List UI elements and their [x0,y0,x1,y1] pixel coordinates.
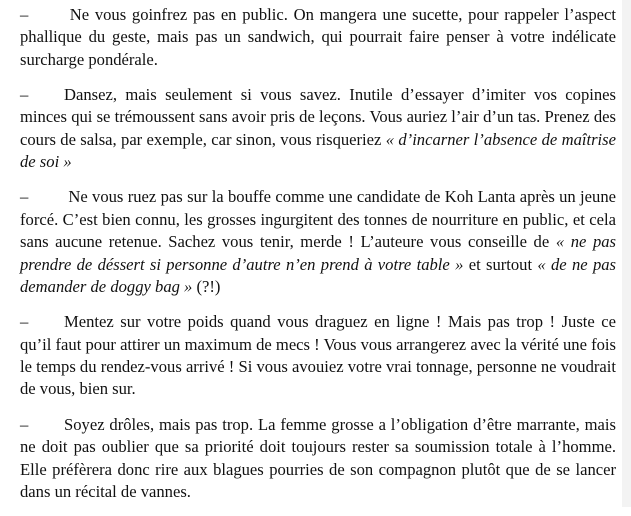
paragraph-bouffe [20,186,616,298]
document-page [20,4,616,516]
paragraph-text: et surtout [463,254,538,274]
paragraph-text: Dansez, mais seulement si vous savez. Inutile d’essayer d’imiter vos copines minces qui se trémoussent sans avoir pris de leçons. Vous auriez l’air d’un tas. Prenez des cours de salsa, par exemple, car sinon, vous risqueriez [20,85,616,149]
quote-text: « d’incarner l’absence de maîtrise de soi » [20,129,616,172]
paragraph-text: Ne vous ruez pas sur la bouffe comme une candidate de Koh Lanta après un jeune forcé. C’est bien connu, les grosses ingurgitent des tonnes de nourriture en public, et cela sans aucune retenue. Sachez vous tenir, merde ! L’auteure vous conseille de [20,187,616,252]
paragraph-text: Mentez sur votre poids quand vous draguez en ligne ! Mais pas trop ! Juste ce qu’il faut pour attirer un maximum de mecs ! Vous vous arrangerez avec la vérité une fois le temps du rendez-vous arrivé ! Si vous avouiez votre vrai tonnage, personne ne voudrait de vous, bien sur. [20,312,616,399]
paragraph-mentez [20,311,616,401]
list-dash: – [20,414,29,434]
paragraph-text: Ne vous goinfrez pas en public. On mangera une sucette, pour rappeler l’aspect phallique du geste, mais pas un sandwich, qui pourrait faire penser à votre indélicate surcharge pondérale. [20,5,616,69]
list-dash: – [20,5,29,24]
quote-text: « de ne pas demander de doggy bag » [20,254,617,297]
paragraph-text: (?!) [192,277,221,297]
list-dash: – [20,312,29,332]
list-dash: – [20,187,29,207]
list-dash: – [20,85,29,105]
paragraph-droles [20,414,616,504]
quote-text: « ne pas prendre de déssert si personne d’autre n’en prend à votre table » [20,232,617,274]
paragraph-dansez [20,84,616,174]
page-edge [622,0,631,507]
paragraph-goinfrez [20,4,616,71]
paragraph-text: Soyez drôles, mais pas trop. La femme grosse a l’obligation d’être marrante, mais ne doit pas oublier que sa priorité doit toujours rester sa soumission totale à l’homme. Elle préfèrera donc rire aux blagues pourries de son compagnon plutôt que de se lancer dans un récital de vannes. [20,414,616,501]
